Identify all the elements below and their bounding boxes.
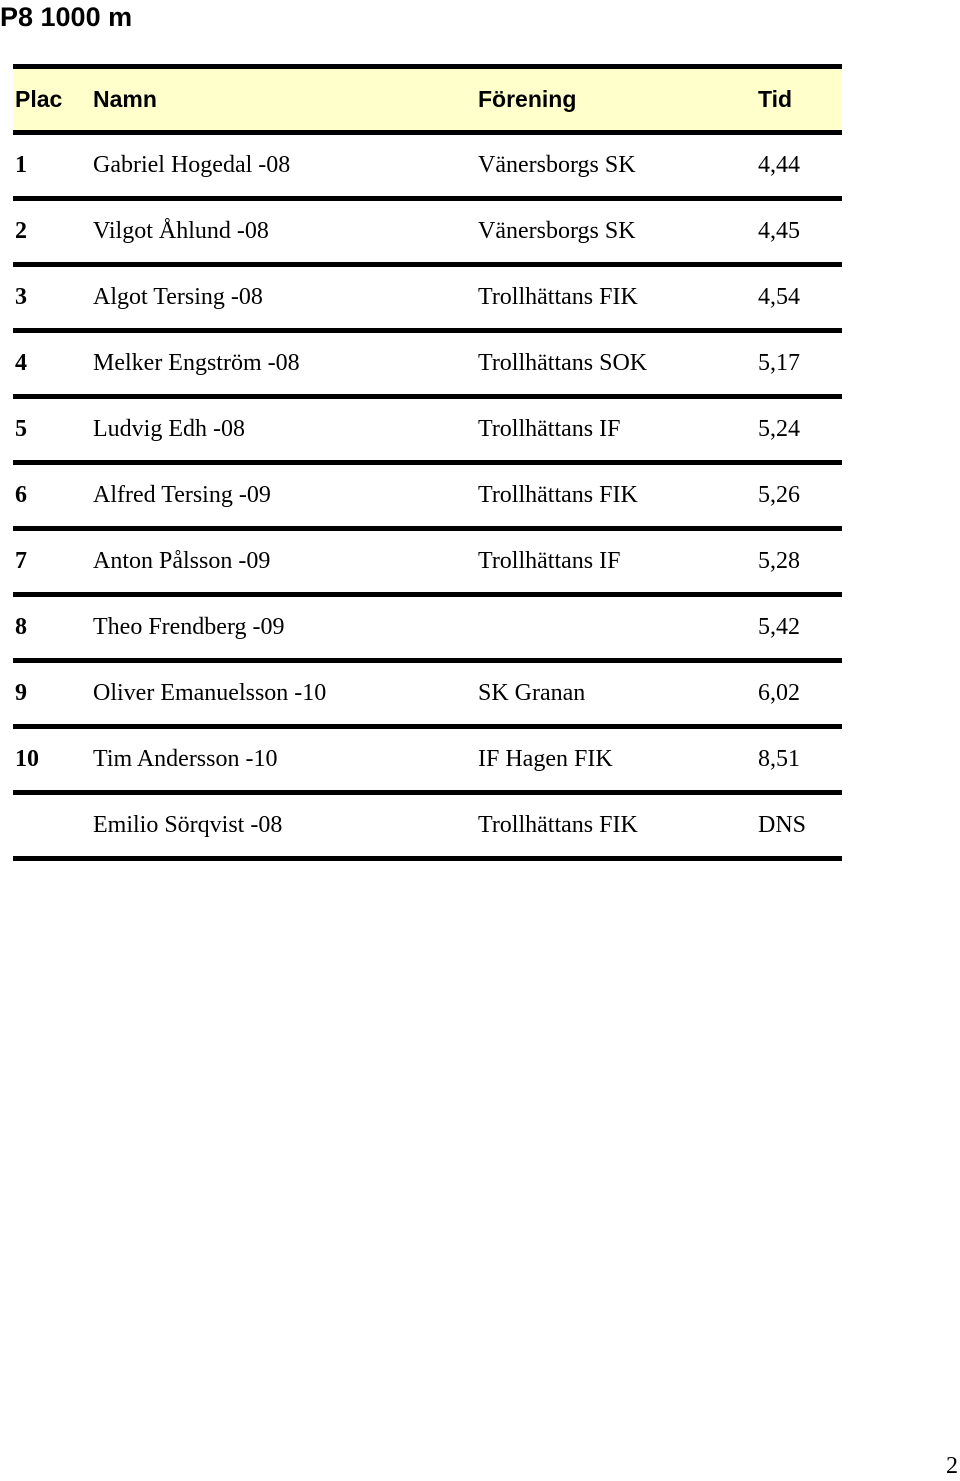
cell-plac: 5: [15, 416, 27, 442]
cell-forening: Trollhättans FIK: [478, 482, 638, 508]
cell-plac: 1: [15, 152, 27, 178]
cell-forening: SK Granan: [478, 680, 586, 706]
cell-forening: Trollhättans IF: [478, 548, 621, 574]
cell-tid: 4,45: [758, 218, 800, 244]
header-namn: Namn: [93, 86, 157, 112]
header-forening: Förening: [478, 86, 577, 112]
table-header-row: [13, 69, 842, 130]
cell-plac: 8: [15, 614, 27, 640]
cell-plac: 3: [15, 284, 27, 310]
cell-tid: 5,24: [758, 416, 800, 442]
header-plac: Plac: [15, 86, 63, 112]
cell-namn: Emilio Sörqvist -08: [93, 812, 283, 838]
cell-forening: Trollhättans FIK: [478, 284, 638, 310]
cell-tid: DNS: [758, 812, 807, 838]
cell-namn: Algot Tersing -08: [93, 284, 263, 310]
cell-tid: 8,51: [758, 746, 800, 772]
table-row: [13, 399, 842, 460]
table-row: [13, 267, 842, 328]
cell-forening: Vänersborgs SK: [478, 152, 636, 178]
table-row: [13, 663, 842, 724]
cell-namn: Vilgot Åhlund -08: [93, 218, 269, 244]
cell-plac: 7: [15, 548, 27, 574]
table-rule: [13, 856, 842, 861]
cell-forening: Trollhättans IF: [478, 416, 621, 442]
cell-plac: 2: [15, 218, 27, 244]
table-row: [13, 465, 842, 526]
cell-namn: Oliver Emanuelsson -10: [93, 680, 327, 706]
cell-tid: 5,28: [758, 548, 800, 574]
cell-namn: Theo Frendberg -09: [93, 614, 285, 640]
cell-namn: Anton Pålsson -09: [93, 548, 271, 574]
page-title: P8 1000 m: [0, 2, 133, 32]
table-row: [13, 201, 842, 262]
cell-forening: Vänersborgs SK: [478, 218, 636, 244]
cell-namn: Ludvig Edh -08: [93, 416, 245, 442]
cell-forening: IF Hagen FIK: [478, 746, 613, 772]
table-row: [13, 729, 842, 790]
cell-tid: 5,17: [758, 350, 800, 376]
cell-namn: Tim Andersson -10: [93, 746, 278, 772]
page-number: 2: [946, 1453, 958, 1479]
table-row: [13, 135, 842, 196]
cell-plac: 4: [15, 350, 27, 376]
cell-tid: 4,54: [758, 284, 800, 310]
cell-namn: Gabriel Hogedal -08: [93, 152, 291, 178]
table-row: [13, 597, 842, 658]
cell-namn: Melker Engström -08: [93, 350, 300, 376]
cell-plac: 10: [15, 746, 39, 772]
table-row: [13, 531, 842, 592]
results-table: [13, 64, 842, 861]
cell-namn: Alfred Tersing -09: [93, 482, 271, 508]
table-row: [13, 333, 842, 394]
cell-forening: Trollhättans SOK: [478, 350, 648, 376]
cell-tid: 6,02: [758, 680, 800, 706]
header-tid: Tid: [758, 86, 793, 112]
cell-forening: Trollhättans FIK: [478, 812, 638, 838]
table-row: [13, 795, 842, 856]
cell-tid: 4,44: [758, 152, 800, 178]
cell-plac: 6: [15, 482, 27, 508]
cell-tid: 5,26: [758, 482, 800, 508]
cell-tid: 5,42: [758, 614, 800, 640]
cell-plac: 9: [15, 680, 27, 706]
